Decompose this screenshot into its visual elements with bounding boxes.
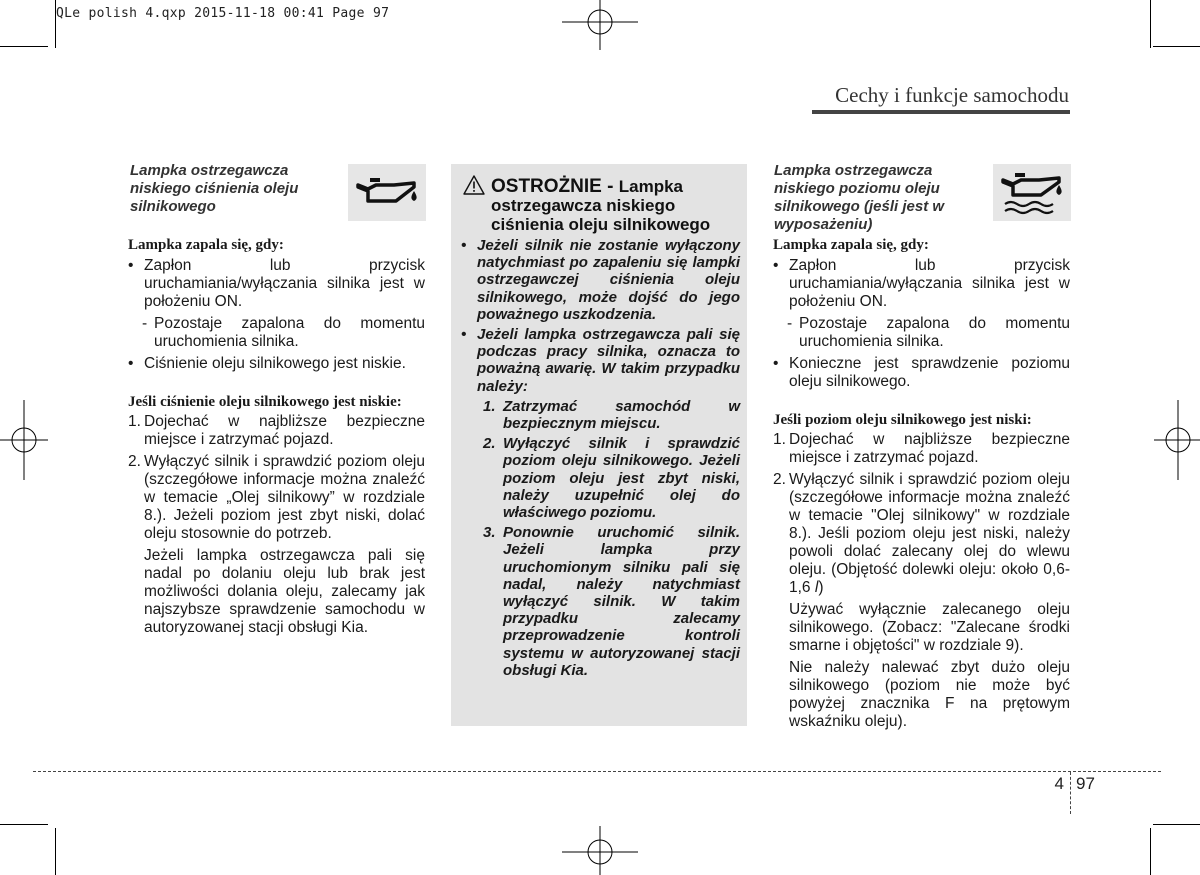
page-number: 97 xyxy=(1076,774,1095,793)
left-bullet-pressure: • Ciśnienie oleju silnikowego jest niskie. xyxy=(128,355,406,372)
left-step-2-continued: Jeżeli lampka ostrzegawcza pali się nadal po dolaniu oleju lub brak jest możliwości dolania oleju, zalecamy jak najszybsze sprawdzenie samochodu w autoryzowanej stacji obsługi Kia. xyxy=(144,547,425,636)
caution-step-3: 3. Ponownie uruchomić silnik. Jeżeli lampka przy uruchomionym silniku pali się nadal, należy natychmiast wyłączyć silnik. W takim przypadku zalecamy przeprowadzenie kontroli systemu w autoryzowanej stacji obsługi Kia. xyxy=(483,524,740,679)
right-step-1: 1. Dojechać w najbliższe bezpieczne miejsce i zatrzymać pojazd. xyxy=(773,431,1070,466)
right-when-on-heading: Lampka zapala się, gdy: xyxy=(773,237,929,253)
left-dash-note-text: Pozostaje zapalona do momentu uruchomienia silnika. xyxy=(154,315,425,350)
left-if-low-heading: Jeśli ciśnienie oleju silnikowego jest niskie: xyxy=(128,394,402,410)
right-step-2-close: ) xyxy=(818,579,824,596)
left-step-2: 2. Wyłączyć silnik i sprawdzić poziom oleju (szczegółowe informacje można znaleźć w temacie „Olej silnikowy” w rozdziale 8.). Jeżeli poziom jest zbyt niski, dolać oleju stosownie do potrzeb. xyxy=(128,453,425,542)
registration-mark-top xyxy=(560,0,640,52)
oil-level-warning-heading: Lampka ostrzegawcza niskiego poziomu oleju silnikowego (jeśli jest w wyposażeniu) xyxy=(774,162,945,233)
caution-step-1: 1. Zatrzymać samochód w bezpiecznym miejscu. xyxy=(483,397,740,433)
right-step-1-text: Dojechać w najbliższe bezpieczne miejsce i zatrzymać pojazd. xyxy=(789,431,1070,466)
oil-level-icon-box xyxy=(993,164,1071,221)
litre-unit: l xyxy=(814,579,819,596)
caution-body xyxy=(461,237,740,682)
caution-title xyxy=(491,177,737,234)
caution-step-2-text: Wyłączyć silnik i sprawdzić poziom oleju silnikowego. Jeżeli poziom oleju jest zbyt niski, należy uzupełnić olej do właściwego poziomu. xyxy=(503,435,740,522)
right-bullet-ignition-text: Zapłon lub przycisk uruchamiania/wyłączania silnika jest w położeniu ON. xyxy=(789,257,1070,310)
right-bullet-ignition: • Zapłon lub przycisk uruchamiania/wyłączania silnika jest w położeniu ON. xyxy=(773,257,1070,310)
caution-bullet-2: • Jeżeli lampka ostrzegawcza pali się podczas pracy silnika, oznacza to poważną awarię. W takim przypadku należy: xyxy=(461,326,740,395)
left-step-1-text: Dojechać w najbliższe bezpieczne miejsce i zatrzymać pojazd. xyxy=(144,413,425,448)
right-dash-note: - Pozostaje zapalona do momentu uruchomienia silnika. xyxy=(787,315,1070,350)
caution-bullet-2-text: Jeżeli lampka ostrzegawcza pali się podczas pracy silnika, oznacza to poważną awarię. W takim przypadku należy: xyxy=(477,326,740,395)
caution-label: OSTROŻNIE - xyxy=(491,176,619,197)
registration-mark-left xyxy=(0,400,50,480)
oil-level-icon xyxy=(999,171,1065,215)
right-bullet-check-level: • Konieczne jest sprawdzenie poziomu oleju silnikowego. xyxy=(773,355,1070,390)
caution-step-1-text: Zatrzymać samochód w bezpiecznym miejscu. xyxy=(503,397,740,433)
left-when-on-heading: Lampka zapala się, gdy: xyxy=(128,237,284,253)
left-dash-note: - Pozostaje zapalona do momentu uruchomienia silnika. xyxy=(142,315,425,350)
left-step-1: 1. Dojechać w najbliższe bezpieczne miejsce i zatrzymać pojazd. xyxy=(128,413,425,448)
footer-dotted-rule xyxy=(33,771,1161,772)
caution-box xyxy=(451,164,747,726)
right-if-low-heading: Jeśli poziom oleju silnikowego jest niski: xyxy=(773,412,1032,428)
right-step-2: 2. Wyłączyć silnik i sprawdzić poziom oleju (szczegółowe informacje można znaleźć w temacie "Olej silnikowy" w rozdziale 8.). Jeśli poziom oleju jest niski, należy powoli dolać zalecany olej do wlewu oleju. (Objętość dolewki oleju: około 0,6-1,6 l) xyxy=(773,471,1070,596)
left-step-2-text: Wyłączyć silnik i sprawdzić poziom oleju (szczegółowe informacje można znaleźć w temacie „Olej silnikowy” w rozdziale 8.). Jeżeli poziom jest zbyt niski, dolać oleju stosownie do potrzeb. xyxy=(144,453,425,542)
left-bullet-pressure-text: Ciśnienie oleju silnikowego jest niskie. xyxy=(144,355,406,372)
caution-step-2: 2. Wyłączyć silnik i sprawdzić poziom oleju silnikowego. Jeżeli poziom oleju jest zbyt niski, należy uzupełnić olej do właściwego poziomu. xyxy=(483,435,740,522)
right-column-body xyxy=(773,236,1070,735)
oil-can-icon xyxy=(354,175,420,211)
left-bullet-ignition-text: Zapłon lub przycisk uruchamiania/wyłączania silnika jest w położeniu ON. xyxy=(144,257,425,310)
registration-mark-bottom xyxy=(560,826,640,875)
right-dash-note-text: Pozostaje zapalona do momentu uruchomienia silnika. xyxy=(799,315,1070,350)
warning-triangle-icon xyxy=(463,175,485,195)
right-step-2-text: Wyłączyć silnik i sprawdzić poziom oleju (szczegółowe informacje można znaleźć w temacie "Olej silnikowy" w rozdziale 8.). Jeśli poziom oleju jest niski, należy powoli dolać zalecany olej do wlewu oleju. (Objętość dolewki oleju: około 0,6-1,6 xyxy=(789,471,1070,596)
caution-bullet-1-text: Jeżeli silnik nie zostanie wyłączony natychmiast po zapaleniu się lampki ostrzegawczej ciśnienia oleju silnikowego, może dojść do jego poważnego uszkodzenia. xyxy=(477,237,740,323)
left-column-body xyxy=(128,236,425,641)
right-overfill-note: Nie należy nalewać zbyt dużo oleju silnikowego (poziom nie może być powyżej znacznika F na prętowym wskaźniku oleju). xyxy=(789,659,1070,730)
right-bullet-check-level-text: Konieczne jest sprawdzenie poziomu oleju silnikowego. xyxy=(789,355,1070,390)
print-slug: QLe polish 4.qxp 2015-11-18 00:41 Page 97 xyxy=(56,6,390,21)
right-recommended-oil-note: Używać wyłącznie zalecanego oleju silnikowego. (Zobacz: "Zalecane środki smarne i objętości" w rozdziale 9). xyxy=(789,601,1070,654)
left-bullet-ignition: • Zapłon lub przycisk uruchamiania/wyłączania silnika jest w położeniu ON. xyxy=(128,257,425,310)
page-number-divider xyxy=(1070,772,1071,814)
caution-title-text: Lampka ostrzegawcza niskiego ciśnienia oleju silnikowego xyxy=(491,177,711,234)
oil-pressure-icon-box xyxy=(348,164,426,221)
oil-pressure-warning-heading: Lampka ostrzegawcza niskiego ciśnienia oleju silnikowego xyxy=(130,162,299,215)
header-rule xyxy=(812,110,1070,114)
caution-bullet-1: • Jeżeli silnik nie zostanie wyłączony natychmiast po zapaleniu się lampki ostrzegawczej ciśnienia oleju silnikowego, może dojść do jego poważnego uszkodzenia. xyxy=(461,237,740,323)
registration-mark-right xyxy=(1152,400,1200,480)
chapter-number: 4 xyxy=(1054,774,1064,793)
caution-step-3-text: Ponownie uruchomić silnik. Jeżeli lampka przy uruchomionym silniku pali się nadal, należy natychmiast wyłączyć silnik. W takim przypadku zalecamy przeprowadzenie kontroli systemu w autoryzowanej stacji obsługi Kia. xyxy=(503,524,740,679)
section-title: Cechy i funkcje samochodu xyxy=(835,83,1069,107)
